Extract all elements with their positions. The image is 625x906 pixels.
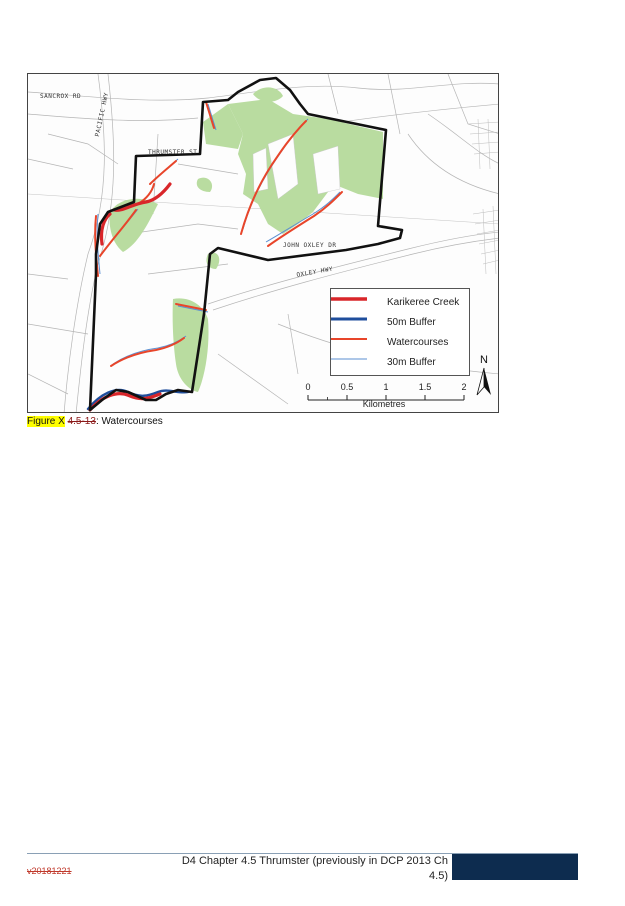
caption-text: : Watercourses [95,416,163,427]
legend-label: Karikeree Creek [387,297,460,308]
legend-item-watercourses [331,337,471,351]
urban-blocks [468,119,499,274]
footer-title-line2: 4.5) [429,870,448,882]
road-label-sancrox: SANCROX RD [40,93,82,100]
road-label-thrumster-st: THRUMSTER ST [148,149,198,156]
scale-tick-label: 1.5 [418,382,432,392]
legend-symbol-watercourses [331,337,367,341]
watercourses-map [27,73,499,413]
legend-label: 50m Buffer [387,317,436,328]
legend-symbol-30m-buffer [331,357,367,361]
legend-label: Watercourses [387,337,449,348]
legend-label: 30m Buffer [387,357,436,368]
figure-caption [27,416,163,427]
scale-tick-label: 0 [305,382,311,392]
north-arrow-icon [474,367,494,397]
scale-tick-label: 2 [461,382,467,392]
caption-old-number: 4.5-13 [67,416,96,427]
footer-chapter-title [172,854,448,884]
legend-symbol-50m-buffer [331,317,367,321]
footer-color-block [452,854,578,880]
north-arrow [474,354,494,398]
caption-figure-prefix: Figure X [27,416,65,427]
north-label: N [480,354,488,366]
legend-symbol-karikeree-creek [331,297,367,301]
legend-item-karikeree-creek [331,297,471,311]
scale-bar [304,382,469,410]
legend-item-50m-buffer [331,317,471,331]
road-label-oxley-hwy: OXLEY HWY [296,265,334,279]
scale-tick-label: 0.5 [340,382,354,392]
footer-title-line1: D4 Chapter 4.5 Thrumster (previously in DCP 2013 Ch [181,855,448,867]
road-label-john-oxley-dr: JOHN OXLEY DR [283,242,337,249]
legend-item-30m-buffer [331,357,471,371]
map-legend [330,288,470,376]
footer-version: v20181221 [27,866,72,876]
scale-unit-label: Kilometres [362,399,406,409]
road-label-pacific-hwy: PACIFIC HWY [94,91,111,138]
scale-tick-label: 1 [383,382,389,392]
